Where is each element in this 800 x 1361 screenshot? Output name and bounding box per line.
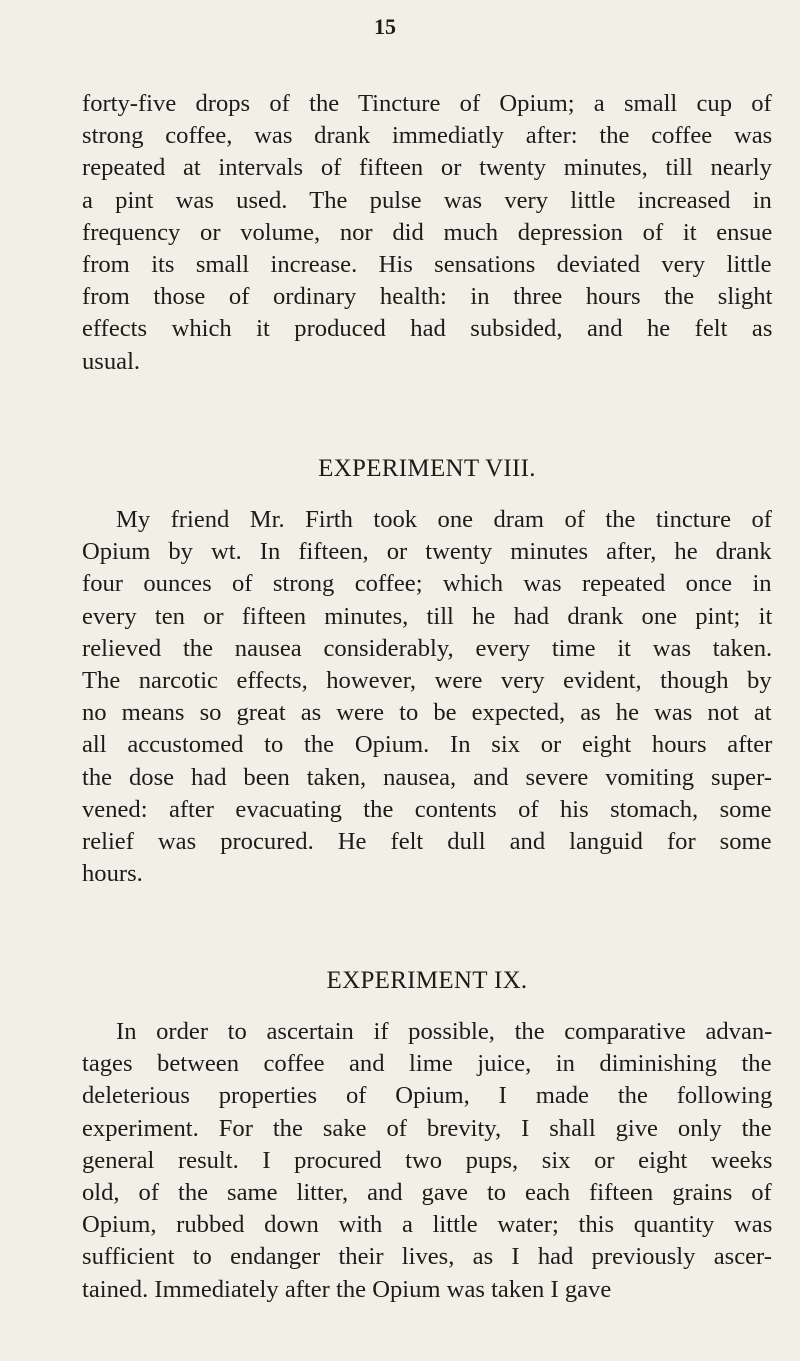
text-line: My friend Mr. Firth took one dram of the tincture of (116, 506, 772, 533)
text-line: relief was procured. He felt dull and languid for some (82, 828, 772, 856)
text-line: In order to ascertain if possible, the comparative advan- (116, 1018, 773, 1045)
text-line: from its small increase. His sensations deviated very little (82, 251, 772, 279)
paragraph-experiment-vii-continued (82, 88, 772, 378)
paragraph-experiment-viii (82, 504, 772, 890)
text-line: frequency or volume, nor did much depression of it ensue (82, 218, 773, 246)
text-line: Opium, rubbed down with a little water; this quantity was (82, 1211, 773, 1239)
text-line: repeated at intervals of fifteen or twenty minutes, till nearly (82, 154, 772, 182)
text-line: effects which it produced had subsided, and he felt as (82, 315, 773, 343)
paragraph-body (82, 1016, 772, 1306)
text-line: no means so great as were to be expected, as he was not at (82, 699, 772, 727)
text-line: The narcotic effects, however, were very evident, though by (82, 667, 772, 695)
paragraph-body (82, 88, 772, 378)
text-line: general result. I procured two pups, six or eight weeks (82, 1146, 773, 1174)
text-line: forty-five drops of the Tincture of Opium; a small cup of (82, 90, 772, 117)
paragraph-body (82, 504, 772, 890)
text-line: every ten or fifteen minutes, till he had drank one pint; it (82, 602, 773, 630)
text-line: four ounces of strong coffee; which was repeated once in (82, 570, 772, 598)
text-line: a pint was used. The pulse was very little increased in (82, 186, 772, 214)
section-heading-experiment-ix: EXPERIMENT IX. (326, 967, 528, 994)
text-line: hours. (82, 860, 143, 888)
text-line: Opium by wt. In fifteen, or twenty minutes after, he drank (82, 538, 772, 566)
text-line: vened: after evacuating the contents of his stomach, some (82, 795, 772, 823)
text-line: the dose had been taken, nausea, and severe vomiting super- (82, 763, 772, 791)
text-line: relieved the nausea considerably, every time it was taken. (82, 634, 773, 662)
text-line: strong coffee, was drank immediatly after: the coffee was (82, 122, 773, 150)
text-line: tages between coffee and lime juice, in diminishing the (82, 1050, 772, 1078)
section-heading-experiment-viii: EXPERIMENT VIII. (318, 455, 536, 482)
text-line: tained. Immediately after the Opium was taken I gave (82, 1275, 612, 1303)
paragraph-experiment-ix (82, 1016, 772, 1306)
text-line: sufficient to endanger their lives, as I had previously ascer- (82, 1243, 772, 1271)
text-line: all accustomed to the Opium. In six or eight hours after (82, 731, 773, 759)
page-number: 15 (374, 14, 396, 39)
text-line: experiment. For the sake of brevity, I shall give only the (82, 1114, 772, 1142)
text-line: old, of the same litter, and gave to each fifteen grains of (82, 1179, 772, 1207)
text-line: from those of ordinary health: in three hours the slight (82, 283, 773, 311)
text-line: deleterious properties of Opium, I made the following (82, 1082, 773, 1110)
text-line: usual. (82, 347, 141, 375)
